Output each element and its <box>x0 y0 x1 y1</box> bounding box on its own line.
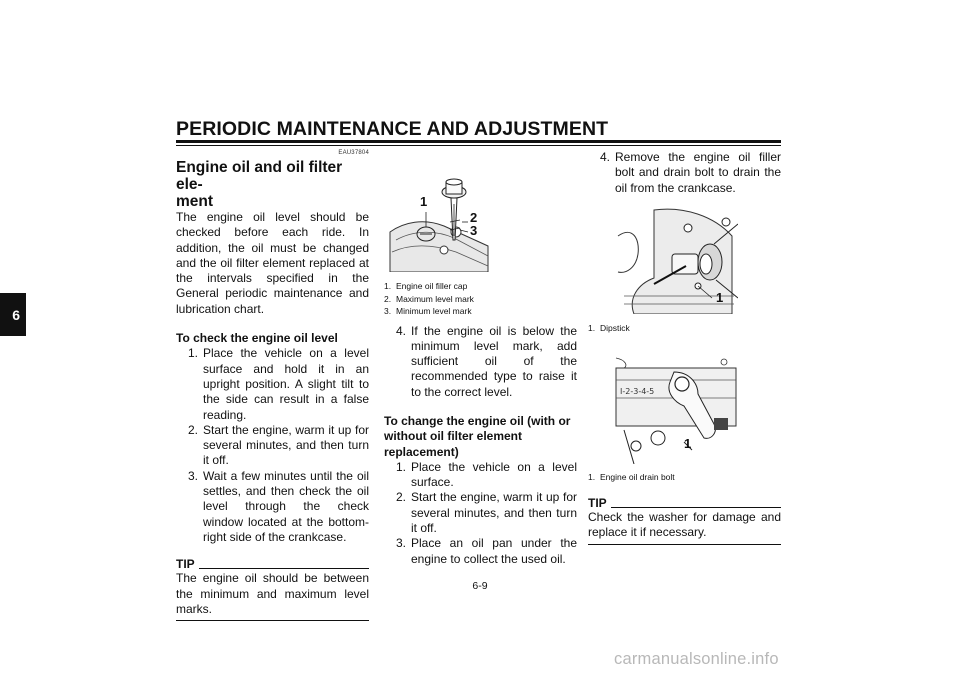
check-heading: To check the engine oil level <box>176 331 338 346</box>
section-title <box>176 159 369 210</box>
figure-oil-filler-cap <box>384 160 496 272</box>
header-rule <box>176 140 781 143</box>
tip-header <box>176 557 369 571</box>
callout-1: 1 <box>716 290 724 305</box>
step-number: 3. <box>395 536 406 551</box>
step-text: Start the engine, warm it up for several minutes, and then turn it off. <box>203 422 369 468</box>
section-intro: The engine oil level should be checked before each ride. In addition, the oil must be changed and the oil filter element replaced at the intervals specified in the General periodic maintenance and lubrication chart. <box>176 210 369 316</box>
step-text: Place the vehicle on a level surface and hold it in an upright position. A slight tilt to the side can result in a false reading. <box>203 346 369 422</box>
check-step-4 <box>384 324 577 400</box>
figure1-captions <box>384 280 577 318</box>
tip-text: Check the washer for damage and replace it if necessary. <box>588 510 781 540</box>
callout-2: 2 <box>470 210 478 225</box>
list-item <box>588 150 781 196</box>
page-number: 6-9 <box>472 580 488 592</box>
step-text: Wait a few minutes until the oil settles, and then check the oil level through the check window located at the bottom-right side of the crankcase. <box>203 468 369 544</box>
page-header-title: PERIODIC MAINTENANCE AND ADJUSTMENT <box>176 118 609 140</box>
tip-label: TIP <box>176 557 195 572</box>
watermark: carmanualsonline.info <box>614 650 779 668</box>
figure2-caption: 1. Dipstick <box>588 323 630 333</box>
step-text: Remove the engine oil filler bolt and drain bolt to drain the oil from the crankcase. <box>615 150 781 195</box>
oil-filler-cap-illustration <box>384 160 496 272</box>
section-code: EAU37804 <box>338 150 369 156</box>
caption-item: 3. Minimum level mark <box>384 306 472 316</box>
list-item <box>384 536 577 567</box>
step-number: 1. <box>395 459 406 474</box>
change-heading: To change the engine oil (with or without oil filter element replacement) <box>384 413 571 459</box>
caption-item: 2. Maximum level mark <box>384 293 474 304</box>
list-item <box>176 423 369 469</box>
step-number: 3. <box>187 468 198 483</box>
tip-end-rule <box>588 544 781 545</box>
callout-1: 1 <box>420 194 428 209</box>
step-number: 4. <box>395 323 406 338</box>
svg-text:I-2-3-4-5: I-2-3-4-5 <box>620 387 655 396</box>
tip-rule <box>199 568 369 569</box>
tip-end-rule <box>176 620 369 621</box>
chapter-tab: 6 <box>0 293 26 336</box>
tip-label: TIP <box>588 496 607 510</box>
section-title-line2: ment <box>176 193 214 210</box>
change-step-4 <box>588 150 781 196</box>
column-right <box>588 150 781 196</box>
list-item <box>384 460 577 491</box>
caption-item: 1. Engine oil filler cap <box>384 281 468 291</box>
step-text: If the engine oil is below the minimum level mark, add sufficient oil of the recommended type to raise it to the correct level. <box>411 323 577 399</box>
tip-box-right <box>588 484 781 545</box>
list-item <box>176 469 369 545</box>
step-number: 2. <box>187 422 198 437</box>
step-number: 2. <box>395 490 406 505</box>
step-text: Start the engine, warm it up for several minutes, and then turn it off. <box>411 490 577 536</box>
callout-3: 3 <box>470 223 478 238</box>
tip-text: The engine oil should be between the minimum and maximum level marks. <box>176 571 369 616</box>
drain-bolt-illustration <box>614 354 738 464</box>
step-number: 1. <box>187 346 198 361</box>
step-text: Place an oil pan under the engine to collect the used oil. <box>411 536 577 566</box>
column-middle <box>384 280 577 567</box>
list-item <box>384 324 577 400</box>
column-left <box>176 150 369 621</box>
figure-drain-bolt <box>614 354 738 464</box>
list-item <box>384 490 577 536</box>
tip-header <box>588 496 781 510</box>
step-number: 4. <box>599 150 610 164</box>
tip-rule <box>611 507 781 508</box>
callout-1: 1 <box>684 436 692 451</box>
figure-dipstick <box>614 202 738 314</box>
check-steps <box>176 346 369 545</box>
list-item <box>176 346 369 422</box>
step-text: Place the vehicle on a level surface. <box>411 459 577 490</box>
header-rule-thin <box>176 145 781 146</box>
change-steps <box>384 460 577 567</box>
section-title-line1: Engine oil and oil filter ele- <box>176 159 343 193</box>
figure3-caption: 1. Engine oil drain bolt <box>588 472 675 482</box>
